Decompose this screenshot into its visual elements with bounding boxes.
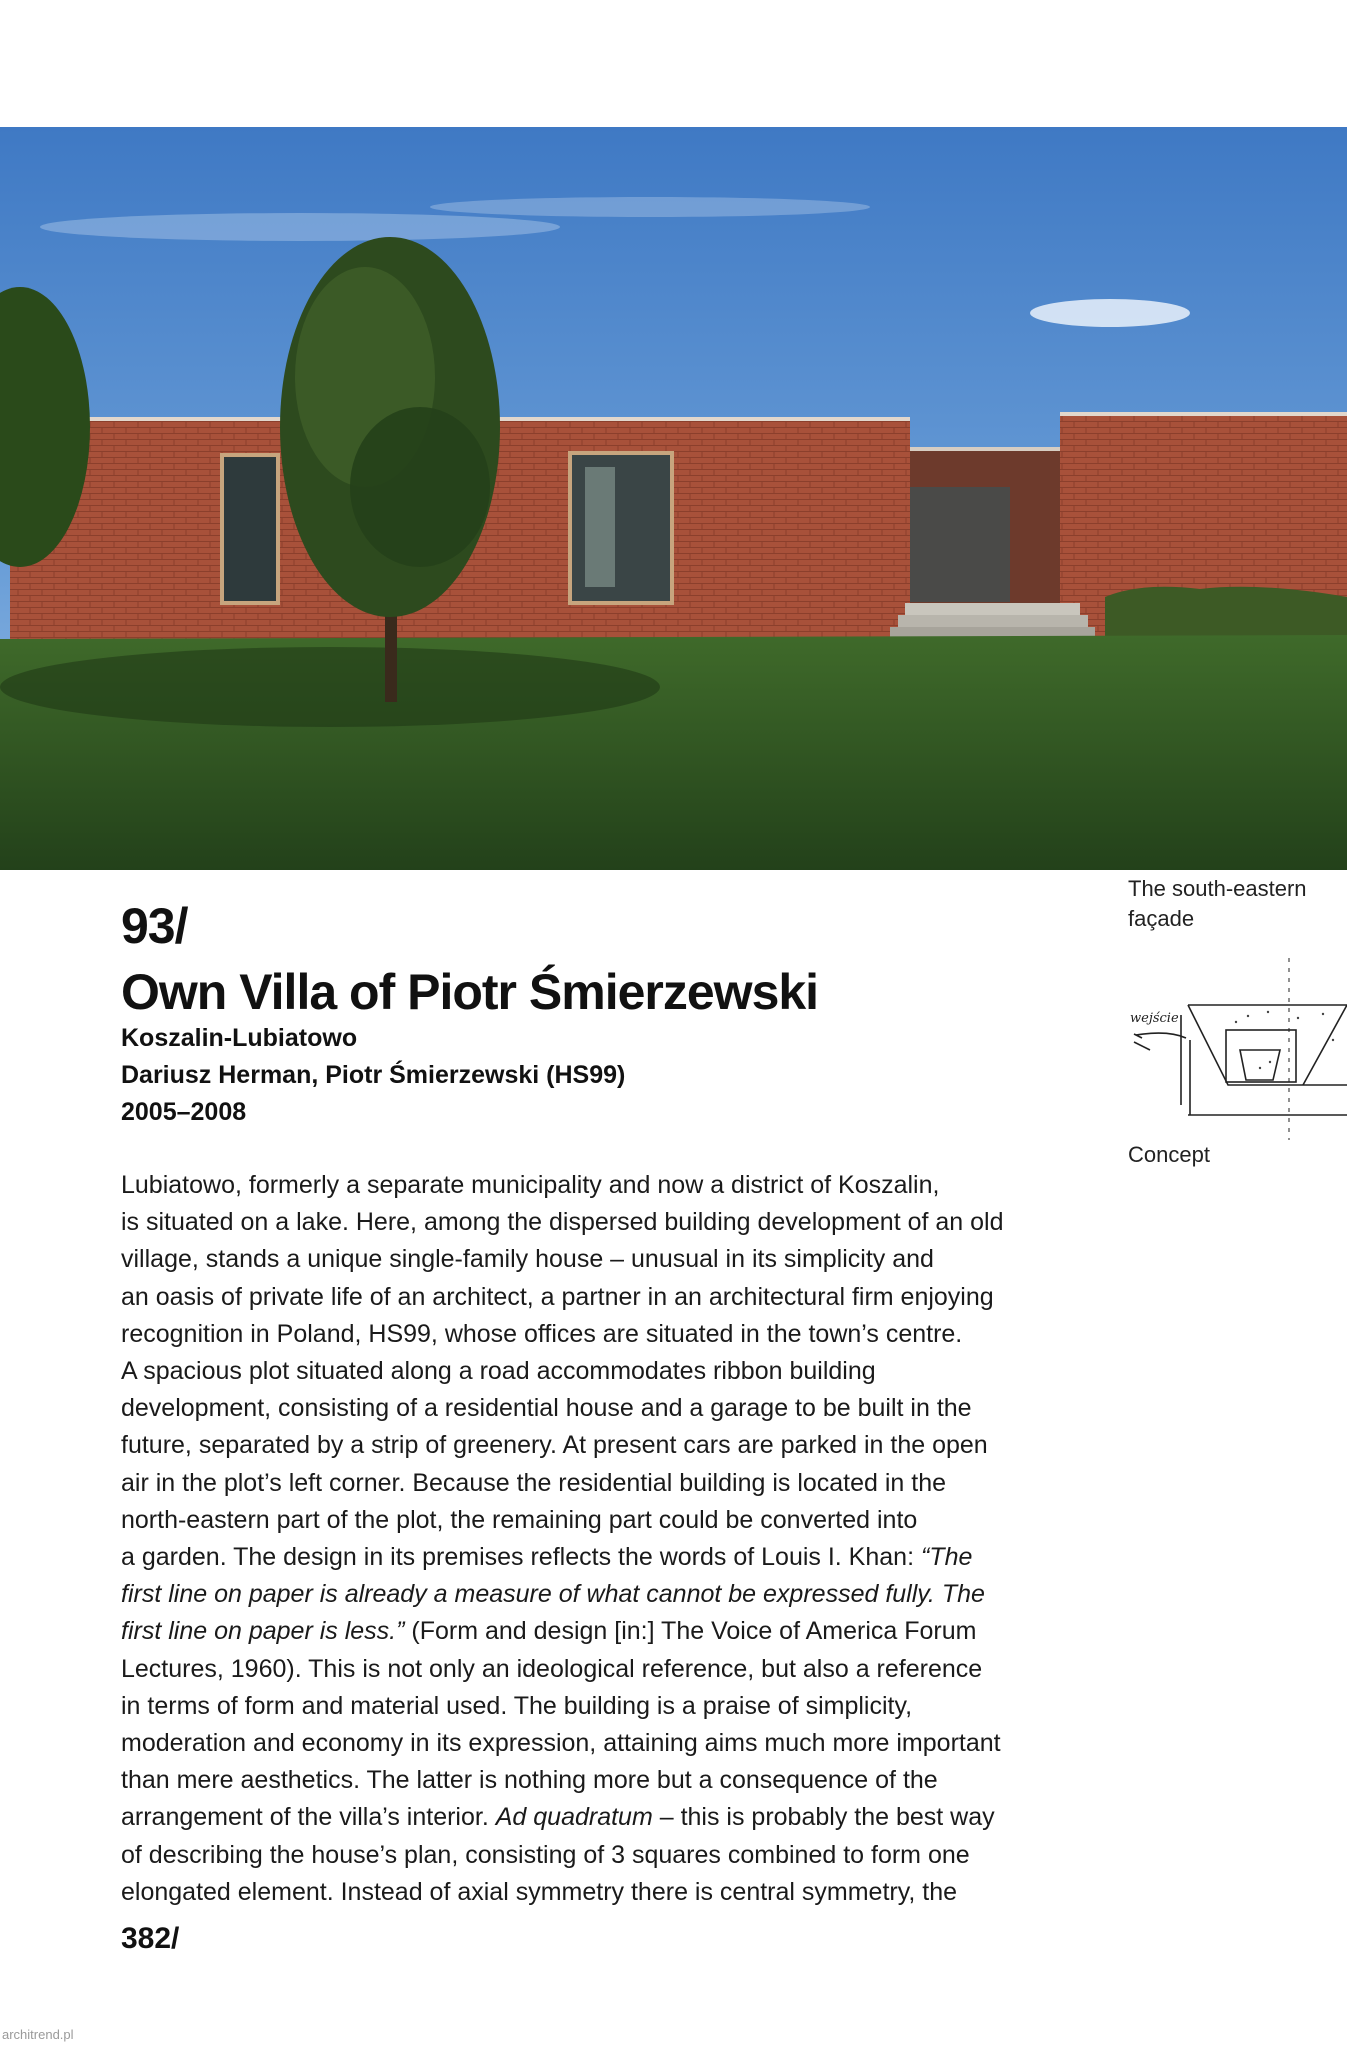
body-line: A spacious plot situated along a road accommodates ribbon building xyxy=(121,1357,876,1386)
body-line: development, consisting of a residential house and a garage to be built in the xyxy=(121,1394,972,1423)
body-line xyxy=(121,1539,1126,1576)
villa-facade-image xyxy=(0,127,1347,870)
khan-quote: first line on paper is less.” xyxy=(121,1617,405,1646)
body-line: Lectures, 1960). This is not only an ideological reference, but also a reference xyxy=(121,1654,983,1683)
concept-sketch xyxy=(1128,950,1347,1145)
body-line: elongated element. Instead of axial symmetry there is central symmetry, the xyxy=(121,1877,958,1906)
body-line: in terms of form and material used. The building is a praise of simplicity, xyxy=(121,1691,913,1720)
body-line: of describing the house’s plan, consisting of 3 squares combined to form one xyxy=(121,1840,970,1869)
body-text-run: – this is probably the best way xyxy=(652,1803,995,1832)
project-meta xyxy=(121,1020,625,1131)
body-line: future, separated by a strip of greenery. At present cars are parked in the open xyxy=(121,1431,988,1460)
body-line: moderation and economy in its expression, attaining aims much more important xyxy=(121,1729,1001,1758)
body-text xyxy=(121,1167,1126,1911)
body-line: north-eastern part of the plot, the remaining part could be converted into xyxy=(121,1505,918,1534)
body-line: than mere aesthetics. The latter is nothing more but a consequence of the xyxy=(121,1766,938,1795)
project-years: 2005–2008 xyxy=(121,1098,247,1126)
khan-quote: “The xyxy=(920,1543,973,1572)
body-line: an oasis of private life of an architect, a partner in an architectural firm enjoying xyxy=(121,1282,994,1311)
project-architects: Dariusz Herman, Piotr Śmierzewski (HS99) xyxy=(121,1061,626,1089)
body-line: air in the plot’s left corner. Because the residential building is located in the xyxy=(121,1468,947,1497)
hero-photo xyxy=(0,127,1347,870)
body-line: village, stands a unique single-family house – unusual in its simplicity and xyxy=(121,1245,934,1274)
khan-quote: first line on paper is already a measure of what cannot be expressed fully. The xyxy=(121,1580,985,1609)
concept-caption: Concept xyxy=(1128,1142,1210,1167)
project-number: 93/ xyxy=(121,898,188,954)
page-number: 382/ xyxy=(121,1922,180,1955)
photo-caption-line2: façade xyxy=(1128,906,1195,931)
body-line xyxy=(121,1799,1126,1836)
photo-caption-line1: The south-eastern xyxy=(1128,876,1307,901)
body-text-run: (Form and design [in:] The Voice of America Forum xyxy=(404,1617,977,1646)
watermark: architrend.pl xyxy=(2,2027,74,2042)
photo-caption xyxy=(1128,874,1343,934)
project-location: Koszalin-Lubiatowo xyxy=(121,1024,358,1052)
body-text-run: a garden. The design in its premises reflects the words of Louis I. Khan: xyxy=(121,1543,921,1572)
body-line xyxy=(121,1613,1126,1650)
sketch-annotation: wejście xyxy=(1130,1011,1179,1026)
ad-quadratum-term: Ad quadratum xyxy=(495,1803,653,1832)
body-line: Lubiatowo, formerly a separate municipality and now a district of Koszalin, xyxy=(121,1171,940,1199)
body-text-run: arrangement of the villa’s interior. xyxy=(121,1803,496,1832)
page-title: Own Villa of Piotr Śmierzewski xyxy=(121,964,819,1020)
body-line xyxy=(121,1576,1126,1613)
body-line: recognition in Poland, HS99, whose offices are situated in the town’s centre. xyxy=(121,1319,963,1348)
body-line: is situated on a lake. Here, among the dispersed building development of an old xyxy=(121,1208,1004,1237)
